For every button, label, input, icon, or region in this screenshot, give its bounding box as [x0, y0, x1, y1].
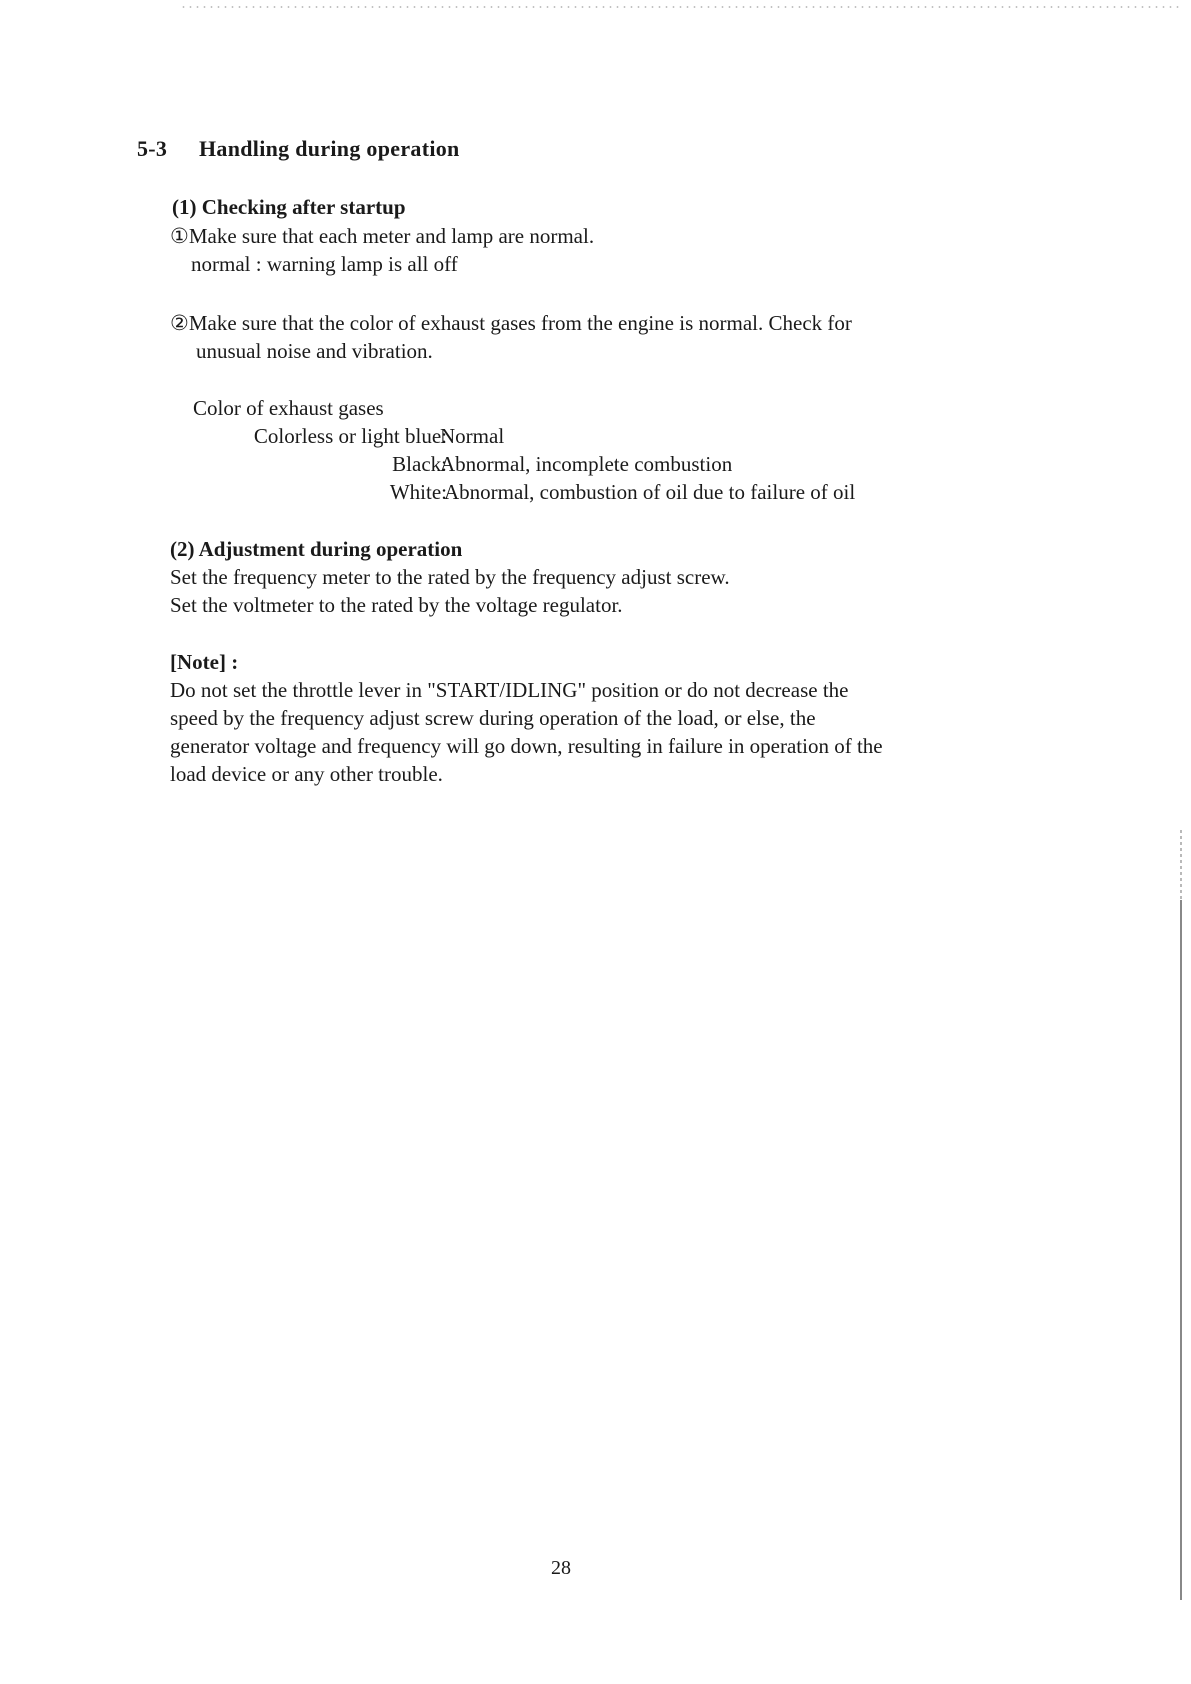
adjustment-line-1: Set the frequency meter to the rated by the frequency adjust screw.	[170, 565, 730, 589]
exhaust-label-white: White:	[389, 480, 447, 504]
note-heading: [Note] :	[170, 650, 239, 674]
section-heading	[137, 135, 460, 163]
check-item-1-note: normal : warning lamp is all off	[191, 252, 458, 276]
exhaust-table-title: Color of exhaust gases	[193, 396, 384, 420]
check-item-2-cont: unusual noise and vibration.	[196, 339, 433, 363]
adjustment-line-2: Set the voltmeter to the rated by the voltage regulator.	[170, 593, 623, 617]
note-line-3: generator voltage and frequency will go down, resulting in failure in operation of the	[170, 734, 883, 758]
exhaust-value-black: Abnormal, incomplete combustion	[440, 452, 733, 476]
check-item-2-text: Make sure that the color of exhaust gases from the engine is normal. Check for	[188, 311, 852, 335]
check-item-1	[170, 222, 594, 250]
scan-artifact-right-dotted	[1180, 830, 1182, 900]
note-line-4: load device or any other trouble.	[170, 762, 443, 786]
circled-one-marker: ①	[170, 224, 189, 248]
adjustment-heading: (2) Adjustment during operation	[170, 537, 463, 561]
note-line-2: speed by the frequency adjust screw during operation of the load, or else, the	[170, 706, 816, 730]
exhaust-value-white: Abnormal, combustion of oil due to failure of oil	[444, 480, 856, 504]
check-item-2	[170, 309, 852, 337]
circled-two-marker: ②	[170, 311, 189, 335]
page-number: 28	[551, 1557, 571, 1579]
section-title: Handling during operation	[199, 136, 460, 161]
exhaust-label-colorless: Colorless or light blue:	[253, 424, 447, 448]
exhaust-label-black: Black:	[392, 452, 447, 476]
note-line-1: Do not set the throttle lever in "START/IDLING" position or do not decrease the	[170, 678, 849, 702]
scan-artifact-right-edge	[1180, 900, 1182, 1600]
scan-artifact-top	[180, 6, 1180, 8]
section-number: 5-3	[137, 136, 168, 161]
checking-heading: (1) Checking after startup	[172, 195, 406, 219]
exhaust-value-colorless: Normal	[440, 424, 505, 448]
check-item-1-text: Make sure that each meter and lamp are normal.	[188, 224, 595, 248]
